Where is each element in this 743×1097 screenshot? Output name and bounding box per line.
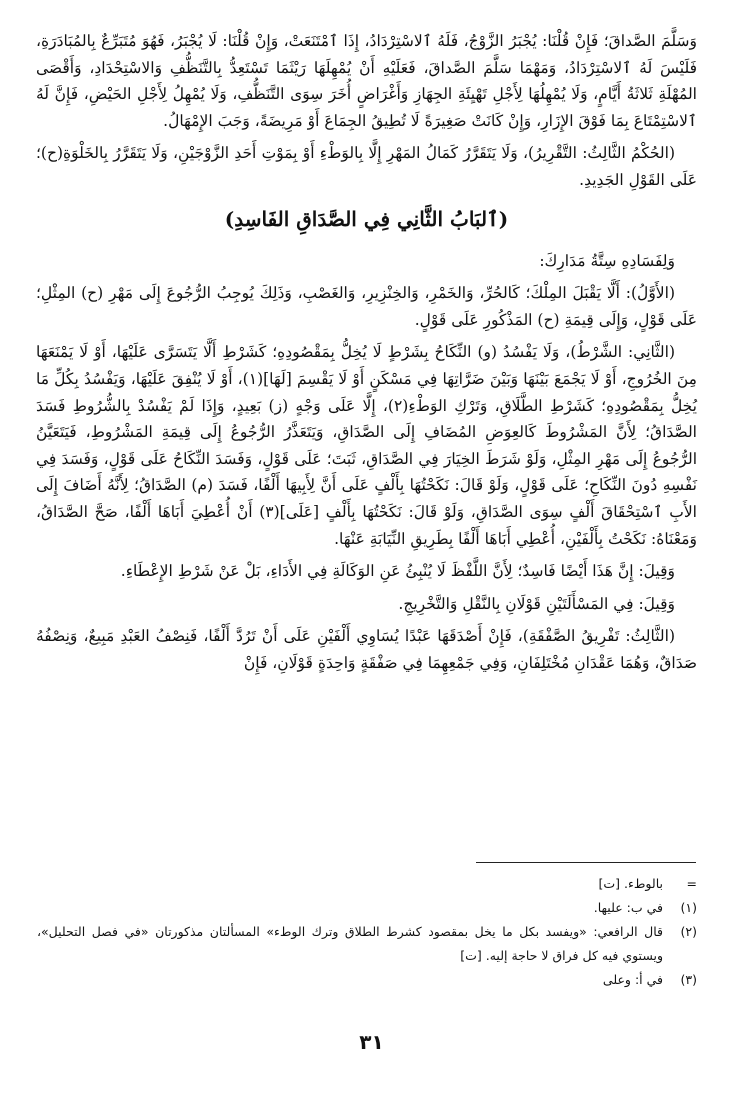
footnote-1: [37, 896, 697, 920]
footnote-3: [37, 968, 697, 992]
page-number: ٣١: [359, 1030, 384, 1054]
paragraph-two-issues: وَقِيلَ: فِي المَسْأَلَتَيْنِ قَوْلَانِ بِالنَّقْلِ وَالتَّخْرِيجِ.: [398, 594, 675, 613]
footnote-mark: (١): [680, 900, 697, 915]
paragraph-second-ground: (الثَّانِي: الشَّرْطُ)، وَلَا يَفْسُدُ (و) النِّكَاحُ بِشَرْطٍ لَا يُخِلُّ بِمَقْصُودِهِ؛ كَشَرْطِ أَلَّا يَتَسَرَّى عَلَيْهَا، أَوْ لَا يَمْنَعَهَا مِنَ الخُرُوجِ، أَوْ لَا يَجْمَعَ بَيْنَهَا وَبَيْنَ ضَرَّاتِهَا فِي مَسْكَنٍ أَوْ لَا يَقْسِمَ [لَهَا](١)، أَوْ لَا يُنْفِقَ عَلَيْهَا، وَيَفْسُدُ بِكُلِّ مَا يُخِلُّ بِمَقْصُودِهِ؛ كَشَرْطِ الطَّلَاقِ، وَتَرْكِ الوَطْءِ(٢)، إِلَّا عَلَى وَجْهٍ (ز) بَعِيدٍ، وَإِذَا لَمْ يَفْسُدْ بِالشُّرُوطِ فَسَدَ الصَّدَاقُ؛ لِأَنَّ المَشْرُوطَ كَالعِوَضِ المُضَافِ إِلَى الصَّدَاقِ، وَيَتَعَذَّرُ الرُّجُوعُ إِلَى قِيمَةِ المَشْرُوطِ، فَيَتَعَيَّنُ الرُّجُوعُ إِلَى مَهْرِ المِثْلِ، وَلَوْ شَرَطَ الخِيَارَ فِي الصَّدَاقِ، ثَبَتَ؛ عَلَى قَوْلٍ، وَفَسَدَ النِّكَاحُ عَلَى قَوْلٍ، وَفَسَدَ فِي نَفْسِهِ دُونَ النِّكَاحِ؛ عَلَى قَوْلٍ، وَلَوْ قَالَ: نَكَحْتُهَا بِأَلْفٍ عَلَى أَنَّ لِأَبِيهَا أَلْفًا، فَسَدَ (م) الصَّدَاقُ؛ لِأَنَّهُ أَضَافَ إِلَى الأَبِ ٱسْتِحْقَاقَ أَلْفٍ سِوَى الصَّدَاقِ، وَلَوْ قَالَ: نَكَحْتُهَا بِأَلْفٍ [عَلَى](٣) أَنْ أُعْطِيَ أَبَاهَا أَلْفًا، صَحَّ الصَّدَاقُ، وَمَعْنَاهُ: نَكَحْتُ بِأَلْفَيْنِ، أُعْطِي أَبَاهَا أَلْفًا بِطَرِيقِ النِّيَابَةِ عَنْهَا.: [36, 343, 697, 548]
footnote-mark: (٢): [680, 924, 697, 939]
footnote-divider: [476, 862, 696, 863]
footnote-2: [37, 920, 697, 968]
footnote-mark: (٣): [680, 972, 697, 987]
paragraph-third-ruling: (الحُكْمُ الثَّالِثُ: التَّقْرِيرُ)، وَلَا يَتَقَرَّرُ كَمَالُ المَهْرِ إِلَّا بِالوَطْءِ أَوْ بِمَوْتِ أَحَدِ الزَّوْجَيْنِ، وَلَا يَتَقَرَّرُ بِالخَلْوَةِ(ح)؛ عَلَى القَوْلِ الجَدِيدِ.: [36, 144, 697, 189]
footnote-text: في ب: عليها.: [593, 900, 663, 915]
paragraph-another-view: وَقِيلَ: إِنَّ هَذَا أَيْضًا فَاسِدٌ؛ لِأَنَّ اللَّفْظَ لَا يُنْبِئُ عَنِ الوَكَالَةِ فِي الأَدَاءِ، بَلْ عَنْ شَرْطِ الإِعْطَاءِ.: [120, 562, 675, 581]
footnote-continued: [37, 872, 697, 896]
footnote-mark: =: [686, 876, 697, 891]
paragraph-first-ground: (الأَوَّلُ): أَلَّا يَقْبَلَ المِلْكَ؛ كَالحُرِّ، وَالخَمْرِ، وَالخِنْزِيرِ، وَالغَصْبِ، وَذَلِكَ يُوجِبُ الرُّجُوعَ إِلَى مَهْرِ (ح) المِثْلِ؛ عَلَى قَوْلٍ، وَإِلَى قِيمَةِ (ح) المَذْكُورِ عَلَى قَوْلٍ.: [36, 284, 697, 329]
paragraph-delivery-of-dower: وَسَلَّمَ الصَّداقَ؛ فَإِنْ قُلْنَا: يُجْبَرُ الزَّوْجُ، فَلَهُ ٱلاسْتِرْدَادُ، إِذَا ٱمْتَنَعَتْ، وَإِنْ قُلْنَا: لَا يُجْبَرُ، فَهُوَ مُتَبَرِّعٌ بِالمُبَادَرَةِ، فَلَيْسَ لَهُ ٱلاسْتِرْدَادُ، وَمَهْمَا سَلَّمَ الصَّداقَ، فَعَلَيْهِ أَنْ يُمْهِلَهَا رَيْثَمَا تَسْتَعِدُّ بِالتَّنَظُّفِ وَالاسْتِحْدَادِ، وَأَقْصَى المُهْلَةِ ثَلاثَةُ أَيَّامٍ، وَلَا يُمْهِلُهَا لِأَجْلِ تَهْيِئَةِ الجِهَازِ وَأَغْرَاضٍ أُخَرَ سِوَى التَّنَظُّفِ، وَلَا يُمْهِلُ لِأَجْلِ الحَيْضِ، فَإِنَّ لَهُ ٱلاسْتِمْتَاعَ بِمَا فَوْقَ الإِزَارِ، وَإِنْ كَانَتْ صَغِيرَةً لَا تُطِيقُ الجِمَاعَ أَوْ مَرِيضَةً، وَجَبَ الإِمْهَالُ.: [36, 32, 697, 130]
footnotes-section: [37, 872, 697, 992]
paragraph-six-grounds: وَلِفَسَادِهِ سِتَّةُ مَدَارِكَ:: [539, 251, 675, 270]
paragraph-third-ground: (الثَّالِثُ: تَفْرِيقُ الصَّفْقَةِ)، فَإِنْ أَصْدَقَهَا عَبْدًا يُسَاوِي أَلْفَيْنِ عَلَى أَنْ تَرُدَّ أَلْفًا، فَنِصْفُ العَبْدِ مَبِيعٌ، وَنِصْفُهُ صَدَاقٌ، وَهُمَا عَقْدَانِ مُخْتَلِفَانِ، وَفِي جَمْعِهِمَا فِي صَفْقَةٍ وَاحِدَةٍ قَوْلَانِ، فَإِنْ: [36, 627, 697, 672]
chapter-heading: (ٱلبَابُ الثَّانِي فِي الصَّدَاقِ الفَاسِدِ): [224, 206, 509, 231]
footnote-text: قال الرافعي: «ويفسد بكل ما يخل بمقصود كشرط الطلاق وترك الوطء» المسألتان مذكورتان «في فصل التحليل»، ويستوي فيه كل فراق لا حاجة إليه. [ت]: [37, 924, 663, 963]
footnote-text: في أ: وعلى: [602, 972, 663, 987]
footnote-text: بالوطء. [ت]: [598, 876, 663, 891]
